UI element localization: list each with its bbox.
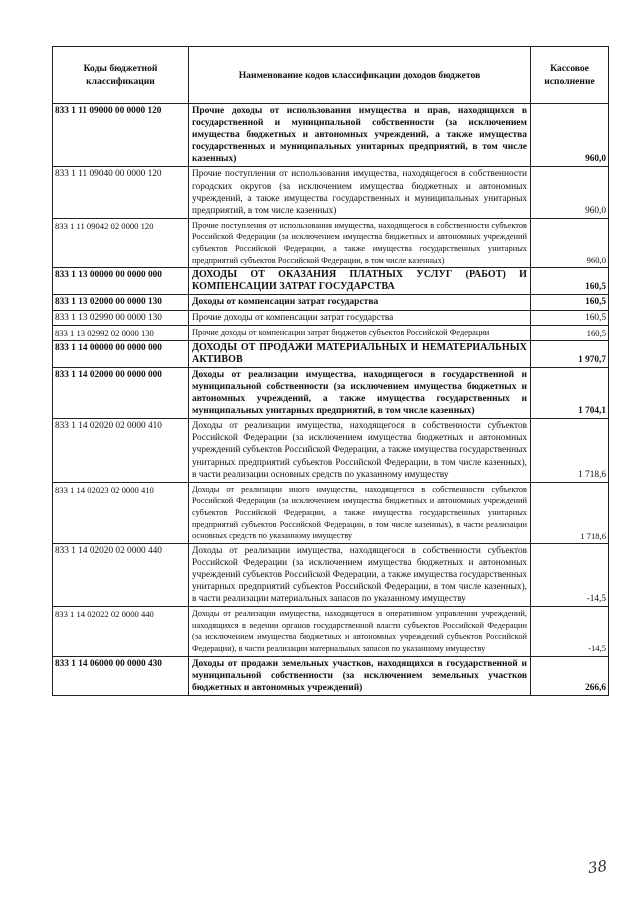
row-name: Прочие доходы от компенсации затрат государства <box>189 310 531 325</box>
table-row <box>53 607 609 656</box>
table-row <box>53 268 609 295</box>
row-name: ДОХОДЫ ОТ ПРОДАЖИ МАТЕРИАЛЬНЫХ И НЕМАТЕРИАЛЬНЫХ АКТИВОВ <box>189 340 531 367</box>
row-amount: 1 718,6 <box>531 482 609 543</box>
row-name: Прочие поступления от использования имущества, находящегося в собственности городских округов (за исключением имущества бюджетных и автономных учреждений, а также имущества государственных и муниципальных унитарных предприятий, в том числе казенных) <box>189 167 531 218</box>
row-code: 833 1 14 02022 02 0000 440 <box>53 607 189 656</box>
row-amount: 160,5 <box>531 295 609 310</box>
revenue-table <box>52 46 609 696</box>
row-amount: 1 718,6 <box>531 419 609 482</box>
row-code: 833 1 11 09042 02 0000 120 <box>53 218 189 267</box>
row-name: ДОХОДЫ ОТ ОКАЗАНИЯ ПЛАТНЫХ УСЛУГ (РАБОТ) И КОМПЕНСАЦИИ ЗАТРАТ ГОСУДАРСТВА <box>189 268 531 295</box>
row-code: 833 1 14 00000 00 0000 000 <box>53 340 189 367</box>
table-row <box>53 367 609 418</box>
table-row <box>53 295 609 310</box>
page-number: 38 <box>586 856 609 878</box>
table-row <box>53 325 609 340</box>
table-row <box>53 482 609 543</box>
row-code: 833 1 11 09040 00 0000 120 <box>53 167 189 218</box>
row-name: Прочие доходы от использования имущества и прав, находящихся в государственной и муниципальной собственности (за исключением имущества бюджетных и автономных учреждений, а также имущества государственных и муниципальных унитарных предприятий, в том числе казенных) <box>189 104 531 167</box>
document-page <box>52 46 608 696</box>
header-amount: Кассовое исполнение <box>531 47 609 104</box>
row-name: Доходы от продажи земельных участков, находящихся в государственной и муниципальной собственности (за исключением земельных участков бюджетных и автономных учреждений) <box>189 656 531 695</box>
row-name: Доходы от реализации иного имущества, находящегося в собственности субъектов Российской Федерации (за исключением имущества бюджетных и автономных учреждений субъектов Российской Федерации, а также имущества государственных унитарных предприятий субъектов Российской Федерации, в том числе казенных), в части реализации основных средств по указанному имуществу <box>189 482 531 543</box>
table-row <box>53 310 609 325</box>
row-code: 833 1 11 09000 00 0000 120 <box>53 104 189 167</box>
row-amount: 1 970,7 <box>531 340 609 367</box>
row-code: 833 1 14 02023 02 0000 410 <box>53 482 189 543</box>
row-name: Доходы от компенсации затрат государства <box>189 295 531 310</box>
row-code: 833 1 14 02020 02 0000 410 <box>53 419 189 482</box>
row-name: Доходы от реализации имущества, находящегося в оперативном управлении учреждений, находящихся в ведении органов государственной власти субъектов Российской Федерации (за исключением имущества бюджетных и автономных учреждений субъектов Российской Федерации), в части реализации материальных запасов по указанному имуществу <box>189 607 531 656</box>
table-row <box>53 167 609 218</box>
table-row <box>53 543 609 606</box>
row-name: Прочие доходы от компенсации затрат бюджетов субъектов Российской Федерации <box>189 325 531 340</box>
row-amount: -14,5 <box>531 543 609 606</box>
row-code: 833 1 13 02990 00 0000 130 <box>53 310 189 325</box>
row-amount: 1 704,1 <box>531 367 609 418</box>
row-name: Доходы от реализации имущества, находящегося в государственной и муниципальной собственности (за исключением имущества бюджетных и автономных учреждений, а также имущества государственных и муниципальных унитарных предприятий, в том числе казенных) <box>189 367 531 418</box>
row-code: 833 1 13 02000 00 0000 130 <box>53 295 189 310</box>
row-amount: 266,6 <box>531 656 609 695</box>
row-code: 833 1 14 02020 02 0000 440 <box>53 543 189 606</box>
row-name: Прочие поступления от использования имущества, находящегося в собственности субъектов Российской Федерации (за исключением имущества бюджетных и автономных учреждений субъектов Российской Федерации, а также имущества государственных унитарных предприятий субъектов Российской Федерации, в том числе казенных) <box>189 218 531 267</box>
table-row <box>53 104 609 167</box>
header-name: Наименование кодов классификации доходов бюджетов <box>189 47 531 104</box>
row-code: 833 1 13 02992 02 0000 130 <box>53 325 189 340</box>
row-amount: 960,0 <box>531 218 609 267</box>
table-row <box>53 419 609 482</box>
header-code: Коды бюджетной классификации <box>53 47 189 104</box>
row-name: Доходы от реализации имущества, находящегося в собственности субъектов Российской Федерации (за исключением имущества бюджетных и автономных учреждений субъектов Российской Федерации, а также имущества государственных унитарных предприятий субъектов Российской Федерации, в том числе казенных), в части реализации основных средств по указанному имуществу <box>189 419 531 482</box>
row-name: Доходы от реализации имущества, находящегося в собственности субъектов Российской Федерации (за исключением имущества бюджетных и автономных учреждений субъектов Российской Федерации, а также имущества государственных унитарных предприятий субъектов Российской Федерации, в том числе казенных), в части реализации материальных запасов по указанному имуществу <box>189 543 531 606</box>
row-amount: 160,5 <box>531 325 609 340</box>
row-code: 833 1 14 02000 00 0000 000 <box>53 367 189 418</box>
row-amount: -14,5 <box>531 607 609 656</box>
row-code: 833 1 14 06000 00 0000 430 <box>53 656 189 695</box>
row-amount: 160,5 <box>531 268 609 295</box>
table-row <box>53 656 609 695</box>
row-amount: 960,0 <box>531 167 609 218</box>
row-code: 833 1 13 00000 00 0000 000 <box>53 268 189 295</box>
row-amount: 160,5 <box>531 310 609 325</box>
row-amount: 960,0 <box>531 104 609 167</box>
table-row <box>53 218 609 267</box>
table-row <box>53 340 609 367</box>
table-header-row <box>53 47 609 104</box>
